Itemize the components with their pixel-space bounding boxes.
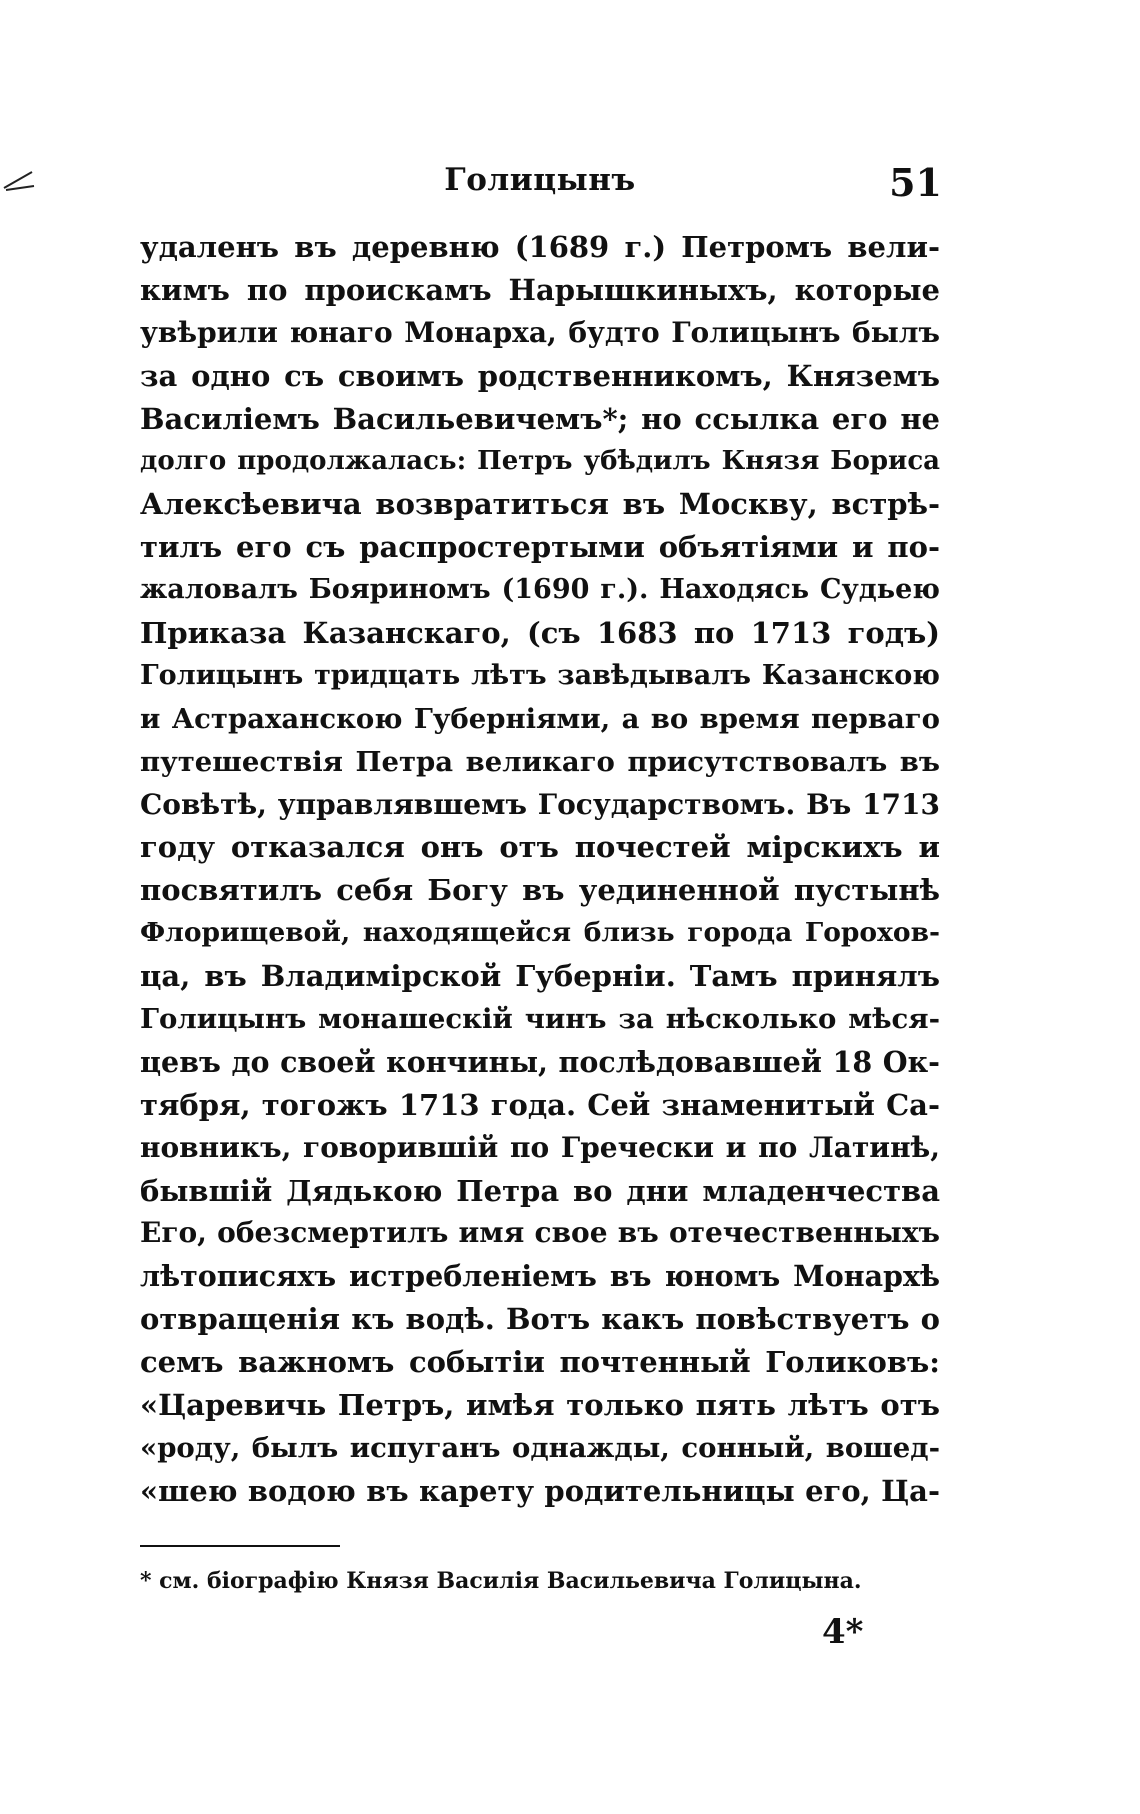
text-line: тилъ его съ распростертыми объятіями и по-	[140, 530, 940, 565]
text-line: кимъ по проискамъ Нарышкиныхъ, которые	[140, 272, 940, 307]
text-line: новникъ, говорившій по Гречески и по Латинѣ,	[140, 1130, 940, 1164]
text-line: «шею водою въ карету родительницы его, Ца-	[140, 1473, 940, 1508]
text-line: бывшій Дядькою Петра во дни младенчества	[140, 1173, 940, 1208]
text-line: «Царевичь Петръ, имѣя только пять лѣтъ отъ	[140, 1388, 940, 1423]
text-line: Флорищевой, находящейся близь города Горохов-	[140, 917, 940, 949]
text-line: семъ важномъ событіи почтенный Голиковъ:	[140, 1345, 940, 1380]
text-line: ца, въ Владимірской Губерніи. Тамъ принялъ	[140, 959, 940, 994]
text-line: Голицынъ тридцать лѣтъ завѣдывалъ Казанскою	[140, 659, 940, 691]
text-line: Его, обезсмертилъ имя свое въ отечественныхъ	[140, 1216, 940, 1250]
footnote: * см. біографію Князя Василія Васильевича Голицына.	[140, 1568, 862, 1594]
footnote-rule	[140, 1545, 340, 1547]
text-line: Алексѣевича возвратиться въ Москву, встрѣ-	[140, 487, 940, 522]
text-line: и Астраханскою Губерніями, а во время перваго	[140, 702, 940, 735]
text-line: лѣтописяхъ истребленіемъ въ юномъ Монархѣ	[140, 1259, 940, 1294]
text-line: посвятилъ себя Богу въ уединенной пустынѣ	[140, 873, 940, 908]
text-line: путешествія Петра великаго присутствовалъ въ	[140, 745, 940, 778]
text-line: удаленъ въ деревню (1689 г.) Петромъ вели-	[140, 230, 940, 264]
signature-mark: 4*	[822, 1612, 864, 1652]
text-line: увѣрили юнаго Монарха, будто Голицынъ былъ	[140, 315, 940, 349]
running-head	[140, 162, 940, 206]
text-line: отвращенія къ водѣ. Вотъ какъ повѣствуетъ о	[140, 1302, 940, 1337]
margin-pencil-mark	[2, 168, 36, 192]
text-line: тября, тогожъ 1713 года. Сей знаменитый Са-	[140, 1087, 940, 1122]
page-number: 51	[889, 160, 942, 205]
text-line: Приказа Казанскаго, (съ 1683 по 1713 годъ)	[140, 616, 940, 651]
text-line: Голицынъ монашескій чинъ за нѣсколько мѣся-	[140, 1003, 940, 1036]
text-line: долго продолжалась: Петръ убѣдилъ Князя Бориса	[140, 446, 940, 477]
text-line: Василіемъ Васильевичемъ*; но ссылка его не	[140, 401, 940, 436]
body-text	[140, 226, 940, 1513]
text-line: «роду, былъ испуганъ однажды, сонный, вошед-	[140, 1431, 940, 1464]
text-line: Совѣтѣ, управлявшемъ Государствомъ. Въ 1713	[140, 787, 940, 821]
text-line: жаловалъ Бояриномъ (1690 г.). Находясь Судьею	[140, 574, 940, 606]
running-title: Голицынъ	[444, 162, 636, 198]
text-line: цевъ до своей кончины, послѣдовавшей 18 Ок-	[140, 1044, 940, 1079]
text-line: за одно съ своимъ родственникомъ, Княземъ	[140, 358, 940, 393]
text-line: году отказался онъ отъ почестей мірскихъ и	[140, 830, 940, 865]
